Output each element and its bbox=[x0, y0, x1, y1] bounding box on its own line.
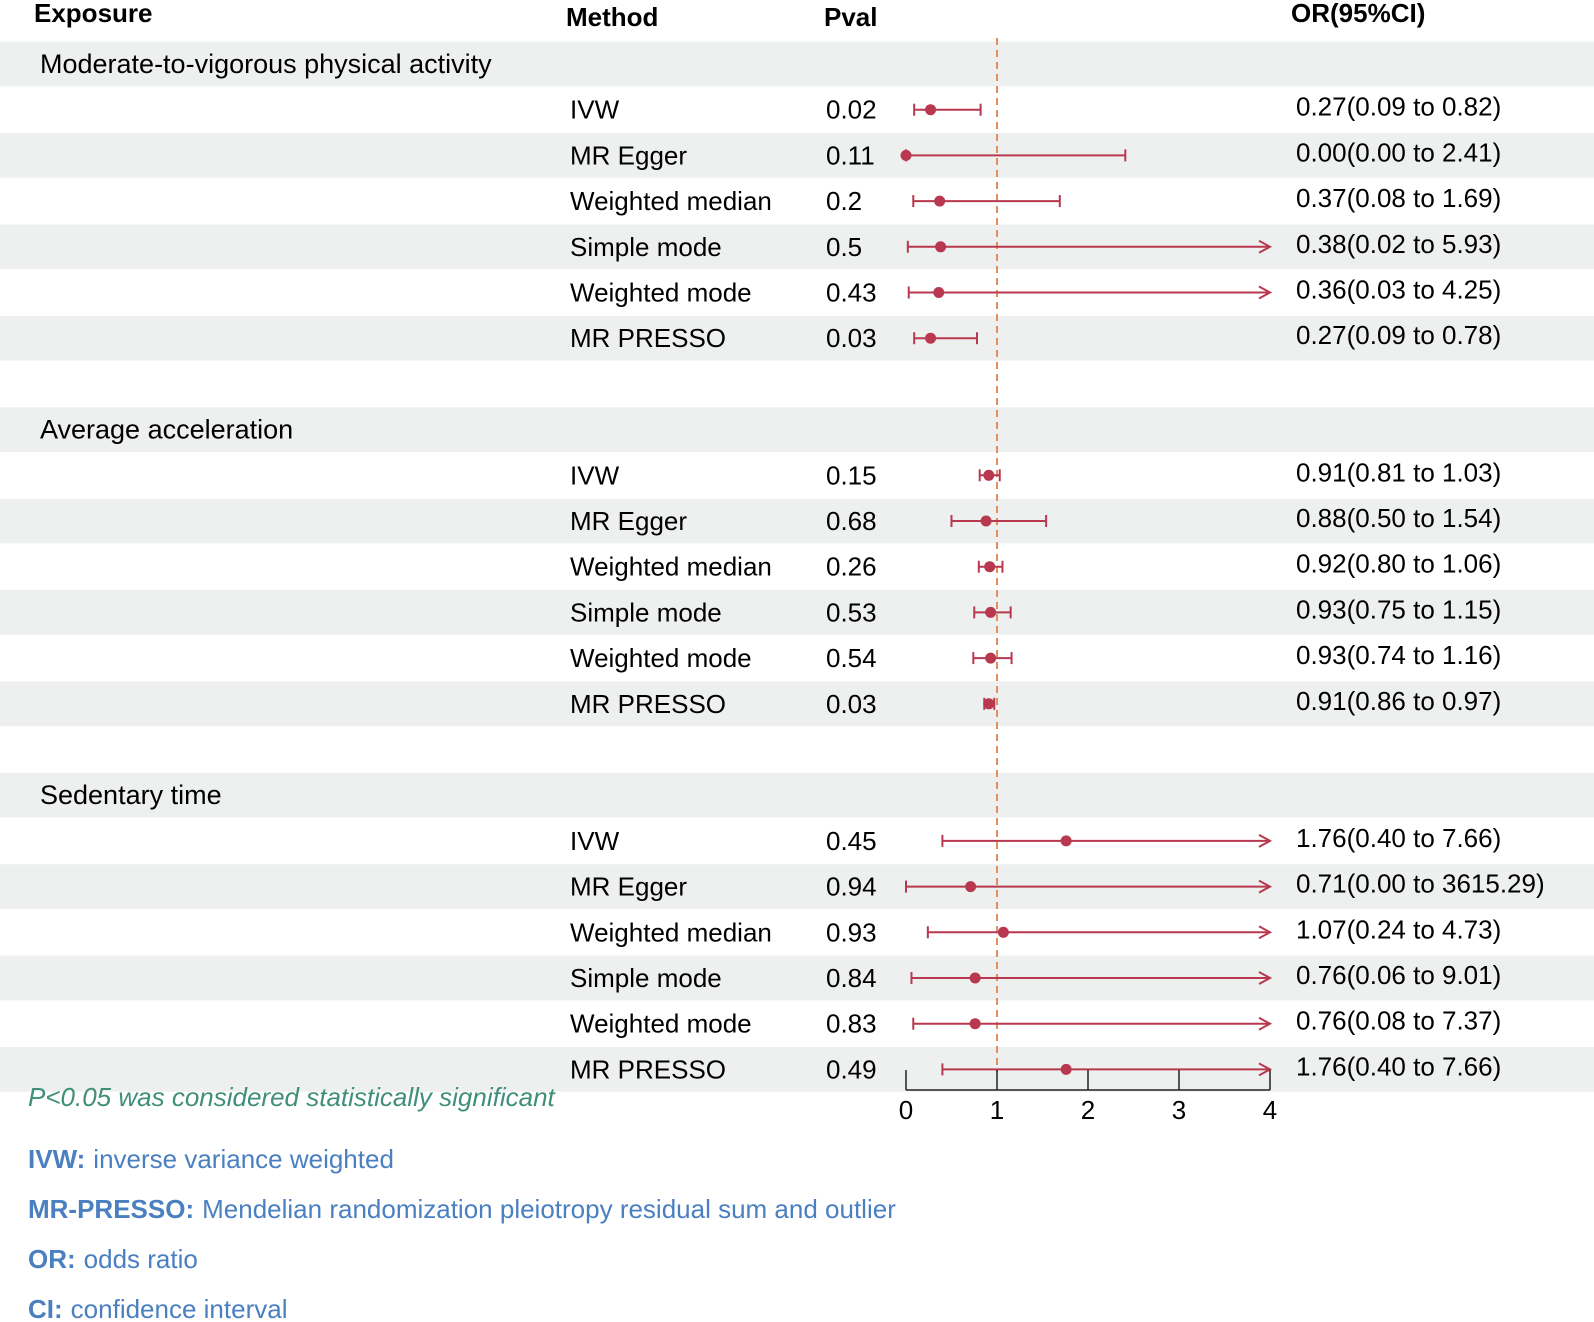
or-point bbox=[970, 1018, 981, 1029]
or-ci-label: 0.27(0.09 to 0.82) bbox=[1296, 91, 1502, 122]
pval-label: 0.2 bbox=[826, 186, 863, 217]
pval-label: 0.03 bbox=[826, 688, 877, 719]
pval-label: 0.45 bbox=[826, 825, 877, 856]
or-point bbox=[1061, 1064, 1072, 1075]
header-exposure: Exposure bbox=[34, 0, 153, 28]
definition-text: inverse variance weighted bbox=[93, 1144, 394, 1174]
or-point bbox=[985, 653, 996, 664]
exposure-label: Average acceleration bbox=[40, 414, 294, 445]
method-label: MR PRESSO bbox=[570, 1054, 727, 1085]
method-label: Simple mode bbox=[570, 963, 722, 993]
or-point bbox=[925, 104, 936, 115]
x-tick-label: 1 bbox=[989, 1095, 1005, 1125]
or-point bbox=[1061, 835, 1072, 846]
pval-label: 0.26 bbox=[826, 551, 877, 582]
method-label: MR PRESSO bbox=[570, 323, 727, 354]
or-ci-label: 0.91(0.81 to 1.03) bbox=[1296, 457, 1502, 488]
or-point bbox=[965, 881, 976, 892]
or-ci-label: 0.76(0.06 to 9.01) bbox=[1296, 960, 1502, 990]
header-pval: Pval bbox=[824, 2, 878, 32]
or-point bbox=[925, 333, 936, 344]
method-label: IVW bbox=[570, 94, 620, 125]
pval-label: 0.94 bbox=[826, 871, 877, 902]
pval-label: 0.84 bbox=[826, 963, 877, 993]
or-ci-label: 1.76(0.40 to 7.66) bbox=[1296, 822, 1502, 853]
or-ci-label: 0.38(0.02 to 5.93) bbox=[1296, 228, 1502, 259]
or-point bbox=[998, 927, 1009, 938]
definition-key: MR-PRESSO: bbox=[28, 1194, 195, 1224]
pval-label: 0.02 bbox=[826, 94, 877, 125]
definition-or bbox=[28, 1244, 198, 1274]
method-label: MR Egger bbox=[570, 140, 688, 171]
definition-text: Mendelian randomization pleiotropy residual sum and outlier bbox=[202, 1194, 896, 1224]
or-point bbox=[933, 287, 944, 298]
or-point bbox=[934, 196, 945, 207]
or-point bbox=[983, 470, 994, 481]
or-ci-label: 0.27(0.09 to 0.78) bbox=[1296, 320, 1502, 351]
or-ci-label: 0.91(0.86 to 0.97) bbox=[1296, 685, 1502, 716]
method-label: Weighted mode bbox=[570, 643, 752, 674]
x-tick-label: 4 bbox=[1262, 1095, 1278, 1125]
pval-label: 0.68 bbox=[826, 506, 877, 536]
or-ci-label: 0.93(0.74 to 1.16) bbox=[1296, 640, 1502, 671]
or-ci-label: 0.71(0.00 to 3615.29) bbox=[1296, 868, 1545, 899]
pval-label: 0.5 bbox=[826, 231, 863, 262]
header-method: Method bbox=[566, 2, 659, 32]
x-tick-label: 3 bbox=[1171, 1095, 1187, 1125]
method-label: Weighted median bbox=[570, 186, 772, 217]
or-ci-label: 0.92(0.80 to 1.06) bbox=[1296, 548, 1502, 579]
definition-key: CI: bbox=[28, 1294, 63, 1322]
or-point bbox=[935, 241, 946, 252]
exposure-label: Sedentary time bbox=[40, 780, 222, 811]
or-point bbox=[970, 973, 981, 984]
or-ci-label: 1.07(0.24 to 4.73) bbox=[1296, 914, 1502, 945]
or-ci-label: 1.76(0.40 to 7.66) bbox=[1296, 1051, 1502, 1082]
or-ci-label: 0.36(0.03 to 4.25) bbox=[1296, 274, 1502, 305]
or-ci-label: 0.88(0.50 to 1.54) bbox=[1296, 503, 1502, 533]
header-or: OR(95%CI) bbox=[1291, 0, 1426, 28]
pval-label: 0.93 bbox=[826, 917, 877, 948]
method-label: MR PRESSO bbox=[570, 688, 727, 719]
method-label: MR Egger bbox=[570, 506, 688, 536]
method-label: IVW bbox=[570, 825, 620, 856]
pval-label: 0.03 bbox=[826, 323, 877, 354]
definition-mr-presso bbox=[28, 1194, 896, 1224]
method-label: MR Egger bbox=[570, 871, 688, 902]
method-label: Simple mode bbox=[570, 597, 722, 628]
method-label: Weighted median bbox=[570, 917, 772, 948]
x-tick-label: 2 bbox=[1080, 1095, 1096, 1125]
method-label: IVW bbox=[570, 460, 620, 491]
method-label: Weighted median bbox=[570, 551, 772, 582]
pval-label: 0.53 bbox=[826, 597, 877, 628]
pval-label: 0.11 bbox=[826, 140, 875, 171]
or-point bbox=[985, 607, 996, 618]
definition-ci bbox=[28, 1294, 287, 1322]
or-ci-label: 0.76(0.08 to 7.37) bbox=[1296, 1005, 1502, 1036]
definition-ivw bbox=[28, 1144, 394, 1174]
method-label: Weighted mode bbox=[570, 1008, 752, 1039]
pval-label: 0.15 bbox=[826, 460, 877, 491]
or-ci-label: 0.37(0.08 to 1.69) bbox=[1296, 183, 1502, 214]
or-ci-label: 0.00(0.00 to 2.41) bbox=[1296, 137, 1502, 168]
definition-text: odds ratio bbox=[83, 1244, 198, 1274]
method-label: Simple mode bbox=[570, 231, 722, 262]
row-band bbox=[0, 773, 1594, 818]
or-point bbox=[981, 516, 992, 527]
or-ci-label: 0.93(0.75 to 1.15) bbox=[1296, 594, 1502, 625]
pval-label: 0.54 bbox=[826, 643, 877, 674]
definition-key: IVW: bbox=[28, 1144, 86, 1174]
x-tick-label: 0 bbox=[898, 1095, 914, 1125]
pval-label: 0.43 bbox=[826, 277, 877, 308]
or-point bbox=[901, 150, 912, 161]
pval-label: 0.83 bbox=[826, 1008, 877, 1039]
definition-text: confidence interval bbox=[70, 1294, 288, 1322]
or-point bbox=[983, 698, 994, 709]
or-point bbox=[984, 561, 995, 572]
definition-key: OR: bbox=[28, 1244, 76, 1274]
pval-label: 0.49 bbox=[826, 1054, 877, 1085]
method-label: Weighted mode bbox=[570, 277, 752, 308]
exposure-label: Moderate-to-vigorous physical activity bbox=[40, 49, 492, 79]
significance-note: P<0.05 was considered statistically significant bbox=[28, 1082, 555, 1112]
